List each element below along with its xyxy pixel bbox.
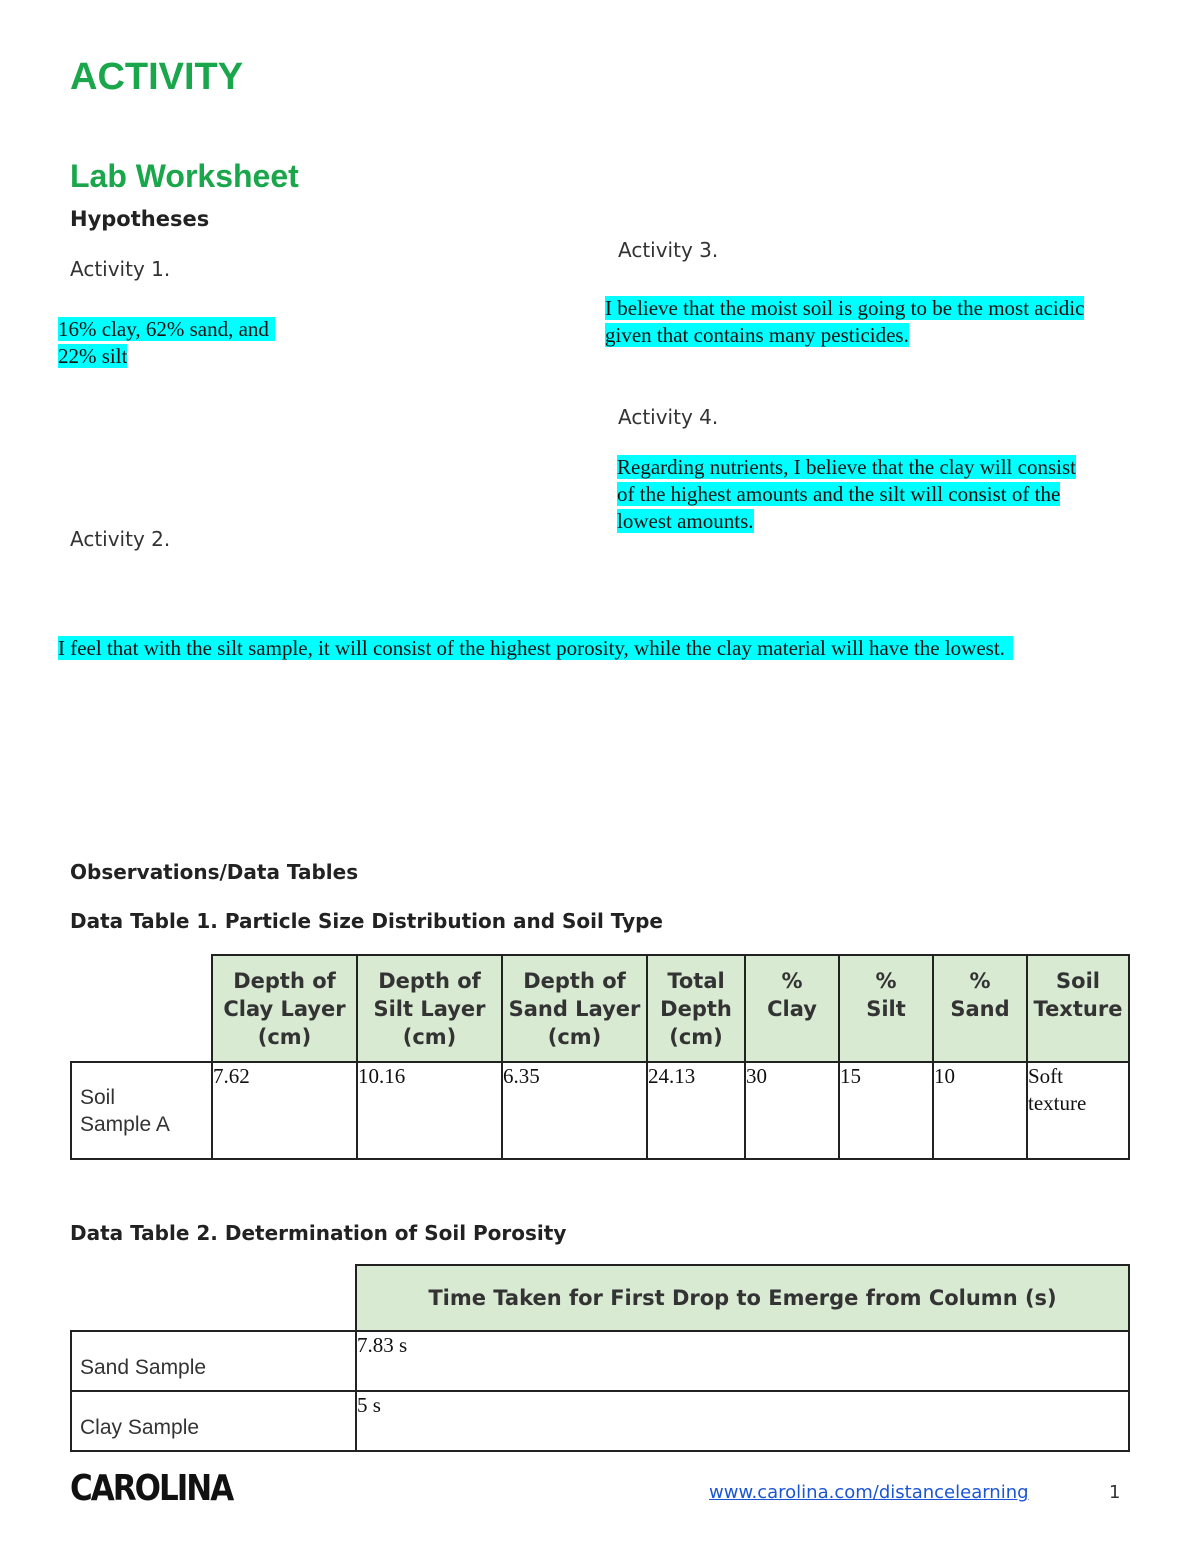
activity4-answer-line3: lowest amounts. — [617, 509, 754, 533]
table-row — [71, 1331, 1129, 1391]
table1-cell-total-depth: 24.13 — [647, 1062, 745, 1159]
table2-corner — [71, 1265, 356, 1331]
table1-corner — [71, 955, 212, 1062]
table2-row-label-sand: Sand Sample — [71, 1331, 356, 1391]
activity3-label: Activity 3. — [618, 238, 719, 262]
table1-header-texture: Soil Texture — [1027, 955, 1129, 1062]
table2-cell-sand: 7.83 s — [356, 1331, 1129, 1391]
table1-cell-texture: Soft texture — [1027, 1062, 1129, 1159]
table1-header-total-depth: Total Depth (cm) — [647, 955, 745, 1062]
table1-row-label: Soil Sample A — [71, 1062, 212, 1159]
table1-cell-clay-depth: 7.62 — [212, 1062, 357, 1159]
activity4-answer-line1: Regarding nutrients, I believe that the clay will consist — [617, 455, 1076, 479]
table1-cell-pct-clay: 30 — [745, 1062, 839, 1159]
table1-header-clay-depth: Depth of Clay Layer (cm) — [212, 955, 357, 1062]
table2-cell-clay: 5 s — [356, 1391, 1129, 1451]
carolina-logo: CAROLINA — [70, 1468, 233, 1510]
activity1-answer — [58, 316, 275, 370]
distance-learning-link[interactable]: www.carolina.com/distancelearning — [709, 1482, 1029, 1503]
activity2-answer-text: I feel that with the silt sample, it will consist of the highest porosity, while the clay material will have the lowest. — [58, 636, 1013, 660]
table1-header-pct-clay: % Clay — [745, 955, 839, 1062]
table1-cell-sand-depth: 6.35 — [502, 1062, 647, 1159]
table1-header-silt-depth: Depth of Silt Layer (cm) — [357, 955, 502, 1062]
hypotheses-heading: Hypotheses — [70, 207, 210, 231]
activity1-answer-line1: 16% clay, 62% sand, and — [58, 317, 275, 341]
activity4-answer-line2: of the highest amounts and the silt will consist of the — [617, 482, 1061, 506]
table2-caption: Data Table 2. Determination of Soil Porosity — [70, 1221, 567, 1245]
table1-header-pct-sand: % Sand — [933, 955, 1027, 1062]
page-subtitle: Lab Worksheet — [70, 158, 299, 194]
table1-header-pct-silt: % Silt — [839, 955, 933, 1062]
activity2-label: Activity 2. — [70, 527, 171, 551]
observations-heading: Observations/Data Tables — [70, 860, 359, 884]
activity4-label: Activity 4. — [618, 405, 719, 429]
activity1-label: Activity 1. — [70, 257, 171, 281]
table1-cell-pct-sand: 10 — [933, 1062, 1027, 1159]
activity1-answer-line2: 22% silt — [58, 344, 128, 368]
table2-header: Time Taken for First Drop to Emerge from Column (s) — [356, 1265, 1129, 1331]
activity3-answer — [605, 295, 1084, 349]
table-row — [71, 1391, 1129, 1451]
table2 — [70, 1264, 1130, 1452]
table-row — [71, 1062, 1129, 1159]
table1-caption: Data Table 1. Particle Size Distribution and Soil Type — [70, 909, 663, 933]
page-title: ACTIVITY — [70, 56, 244, 98]
table1-cell-pct-silt: 15 — [839, 1062, 933, 1159]
activity4-answer — [617, 454, 1076, 535]
table1-header-sand-depth: Depth of Sand Layer (cm) — [502, 955, 647, 1062]
activity3-answer-line1: I believe that the moist soil is going to be the most acidic — [605, 296, 1085, 320]
table1 — [70, 954, 1130, 1160]
table1-cell-silt-depth: 10.16 — [357, 1062, 502, 1159]
table2-row-label-clay: Clay Sample — [71, 1391, 356, 1451]
activity2-answer — [58, 635, 1013, 662]
page-number: 1 — [1109, 1482, 1121, 1503]
activity3-answer-line2: given that contains many pesticides. — [605, 323, 909, 347]
